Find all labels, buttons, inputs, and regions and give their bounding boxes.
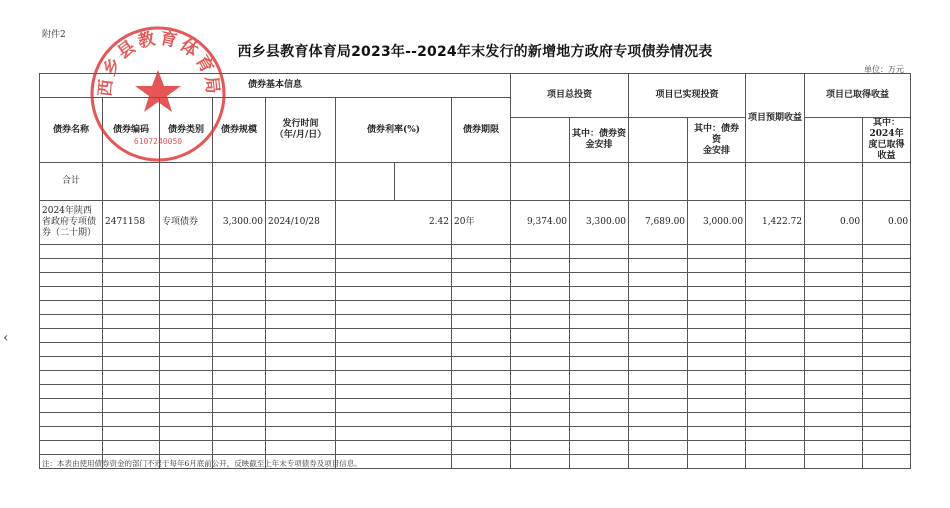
blank-cell (213, 441, 266, 455)
header-issue-time (266, 98, 336, 163)
total-label: 合计 (40, 163, 103, 201)
blank-cell (103, 413, 160, 427)
blank-cell (160, 259, 213, 273)
blank-cell (570, 385, 629, 399)
blank-cell (863, 301, 911, 315)
blank-cell (805, 245, 863, 259)
blank-cell (40, 357, 103, 371)
blank-cell (805, 357, 863, 371)
blank-cell (805, 315, 863, 329)
blank-cell (160, 245, 213, 259)
blank-row (40, 441, 911, 455)
blank-cell (336, 371, 452, 385)
blank-cell (688, 315, 746, 329)
header-realized-investment: 项目已实现投资 (629, 74, 746, 118)
blank-cell (266, 245, 336, 259)
blank-cell (40, 315, 103, 329)
blank-cell (629, 259, 688, 273)
blank-cell (688, 343, 746, 357)
blank-cell (160, 441, 213, 455)
bond-type-cell: 专项债券 (160, 201, 213, 245)
blank-cell (629, 273, 688, 287)
blank-cell (629, 301, 688, 315)
footnote: 注：本表由使用债券资金的部门不迟于每年6月底前公开，反映截至上年末专项债券及项目信息。 (42, 459, 362, 468)
blank-cell (746, 427, 805, 441)
attachment-label: 附件2 (42, 30, 66, 40)
blank-cell (336, 301, 452, 315)
blank-cell (570, 399, 629, 413)
bond-scale-cell: 3,300.00 (213, 201, 266, 245)
blank-cell (452, 245, 511, 259)
realized-investment-cell: 7,689.00 (629, 201, 688, 245)
blank-cell (213, 329, 266, 343)
blank-cell (688, 357, 746, 371)
blank-cell (452, 329, 511, 343)
blank-cell (336, 287, 452, 301)
blank-cell (160, 413, 213, 427)
blank-cell (511, 315, 570, 329)
blank-cell (160, 329, 213, 343)
blank-cell (570, 329, 629, 343)
seal-code: 6107240050 (133, 137, 183, 146)
blank-cell (746, 357, 805, 371)
header-realized-investment-bond (688, 118, 746, 163)
blank-cell (805, 273, 863, 287)
bond-name-cell: 2024年陕西省政府专项债券（二十期） (40, 201, 103, 245)
header-issue-time-line1: 发行时间 (282, 119, 319, 129)
blank-cell (746, 371, 805, 385)
blank-cell (336, 399, 452, 413)
realized-investment-bond-cell: 3,000.00 (688, 201, 746, 245)
blank-cell (570, 287, 629, 301)
blank-cell (336, 329, 452, 343)
blank-cell (452, 427, 511, 441)
blank-cell (629, 343, 688, 357)
blank-cell (213, 371, 266, 385)
blank-cell (511, 357, 570, 371)
blank-cell (452, 385, 511, 399)
obtained-income-2024-cell: 0.00 (863, 201, 911, 245)
blank-cell (511, 385, 570, 399)
blank-cell (746, 315, 805, 329)
blank-cell (40, 343, 103, 357)
blank-cell (213, 427, 266, 441)
expected-income-cell: 1,422.72 (746, 201, 805, 245)
blank-cell (266, 399, 336, 413)
blank-cell (213, 343, 266, 357)
blank-cell (570, 441, 629, 455)
blank-cell (511, 329, 570, 343)
blank-cell (336, 315, 452, 329)
blank-cell (103, 315, 160, 329)
blank-cell (863, 413, 911, 427)
blank-cell (452, 301, 511, 315)
blank-cell (863, 329, 911, 343)
header-total-investment-bond (570, 118, 629, 163)
blank-cell (629, 413, 688, 427)
blank-cell (511, 301, 570, 315)
blank-cell (160, 399, 213, 413)
blank-cell (863, 427, 911, 441)
header-obtained-income-blank (805, 118, 863, 163)
blank-cell (805, 385, 863, 399)
blank-cell (103, 343, 160, 357)
blank-cell (336, 385, 452, 399)
blank-cell (213, 259, 266, 273)
bond-table (39, 73, 911, 469)
header-total-investment-bond-line1: 其中：债券资 (572, 129, 627, 139)
header-bond-rate: 债券利率(%) (336, 98, 452, 163)
blank-cell (40, 385, 103, 399)
blank-cell (688, 273, 746, 287)
blank-cell (103, 301, 160, 315)
blank-row (40, 371, 911, 385)
header-realized-investment-bond-line1: 其中：债券资 (694, 123, 740, 145)
blank-cell (336, 441, 452, 455)
blank-cell (629, 315, 688, 329)
blank-cell (629, 427, 688, 441)
blank-cell (863, 343, 911, 357)
blank-cell (688, 245, 746, 259)
blank-cell (103, 385, 160, 399)
blank-row (40, 301, 911, 315)
blank-cell (266, 427, 336, 441)
blank-cell (40, 399, 103, 413)
header-realized-investment-blank (629, 118, 688, 163)
blank-cell (511, 343, 570, 357)
header-total-investment-bond-line2: 金安排 (585, 140, 613, 150)
blank-cell (688, 441, 746, 455)
blank-cell (452, 371, 511, 385)
blank-cell (160, 343, 213, 357)
blank-row (40, 259, 911, 273)
blank-cell (160, 385, 213, 399)
blank-row (40, 287, 911, 301)
blank-cell (688, 259, 746, 273)
blank-cell (805, 413, 863, 427)
blank-row (40, 273, 911, 287)
header-bond-code: 债券编码 (103, 98, 160, 163)
seal-text-path: 西乡县教育体育局 (95, 28, 223, 98)
blank-cell (266, 329, 336, 343)
bond-rate-cell: 2.42 (336, 201, 452, 245)
blank-cell (570, 357, 629, 371)
blank-cell (213, 413, 266, 427)
blank-cell (805, 371, 863, 385)
blank-cell (40, 301, 103, 315)
blank-cell (266, 259, 336, 273)
blank-cell (746, 259, 805, 273)
blank-cell (746, 273, 805, 287)
blank-cell (213, 399, 266, 413)
blank-cell (863, 371, 911, 385)
blank-cell (213, 301, 266, 315)
blank-cell (452, 399, 511, 413)
blank-cell (452, 413, 511, 427)
blank-cell (863, 357, 911, 371)
blank-cell (805, 329, 863, 343)
blank-cell (746, 287, 805, 301)
blank-cell (511, 441, 570, 455)
blank-cell (511, 413, 570, 427)
blank-cell (452, 287, 511, 301)
blank-cell (863, 287, 911, 301)
obtained-income-cell: 0.00 (805, 201, 863, 245)
blank-cell (688, 413, 746, 427)
blank-cell (570, 371, 629, 385)
blank-cell (570, 315, 629, 329)
unit-label: 单位：万元 (864, 65, 904, 74)
blank-cell (629, 385, 688, 399)
blank-cell (863, 385, 911, 399)
blank-cell (746, 413, 805, 427)
blank-cell (103, 427, 160, 441)
blank-cell (40, 413, 103, 427)
blank-cell (805, 441, 863, 455)
blank-cell (452, 273, 511, 287)
blank-row (40, 427, 911, 441)
blank-cell (336, 343, 452, 357)
blank-cell (805, 455, 863, 469)
blank-cell (688, 427, 746, 441)
blank-cell (688, 301, 746, 315)
blank-cell (746, 343, 805, 357)
blank-cell (570, 343, 629, 357)
blank-cell (160, 315, 213, 329)
blank-cell (746, 245, 805, 259)
header-bond-term: 债券期限 (452, 98, 511, 163)
blank-cell (40, 259, 103, 273)
blank-cell (336, 357, 452, 371)
blank-cell (213, 315, 266, 329)
blank-cell (160, 371, 213, 385)
blank-cell (452, 455, 511, 469)
blank-cell (40, 329, 103, 343)
blank-cell (570, 259, 629, 273)
header-obtained-income-2024 (863, 118, 911, 163)
blank-cell (688, 371, 746, 385)
blank-cell (570, 245, 629, 259)
blank-cell (40, 441, 103, 455)
blank-rows (40, 245, 911, 469)
blank-cell (746, 329, 805, 343)
header-bond-scale: 债券规模 (213, 98, 266, 163)
blank-cell (103, 245, 160, 259)
blank-cell (805, 259, 863, 273)
header-obtained-income-2024-line2: 度已取得收益 (868, 140, 905, 161)
blank-cell (336, 245, 452, 259)
blank-cell (629, 371, 688, 385)
blank-cell (266, 385, 336, 399)
blank-row (40, 413, 911, 427)
blank-cell (266, 315, 336, 329)
blank-cell (746, 399, 805, 413)
blank-cell (629, 441, 688, 455)
blank-cell (746, 301, 805, 315)
blank-cell (863, 259, 911, 273)
blank-cell (452, 343, 511, 357)
blank-row (40, 399, 911, 413)
blank-cell (40, 245, 103, 259)
blank-cell (103, 273, 160, 287)
bond-row (40, 201, 911, 245)
blank-cell (570, 301, 629, 315)
blank-cell (511, 287, 570, 301)
blank-row (40, 385, 911, 399)
blank-cell (103, 399, 160, 413)
blank-cell (629, 245, 688, 259)
blank-cell (863, 315, 911, 329)
blank-cell (511, 273, 570, 287)
header-total-investment-blank (511, 118, 570, 163)
blank-cell (266, 287, 336, 301)
blank-cell (336, 413, 452, 427)
blank-cell (40, 287, 103, 301)
blank-cell (266, 371, 336, 385)
blank-cell (629, 455, 688, 469)
blank-cell (213, 287, 266, 301)
header-row-1 (40, 74, 911, 98)
blank-row (40, 357, 911, 371)
blank-cell (213, 273, 266, 287)
blank-cell (103, 371, 160, 385)
blank-row (40, 329, 911, 343)
blank-cell (511, 399, 570, 413)
bond-code-cell: 2471158 (103, 201, 160, 245)
blank-cell (629, 287, 688, 301)
blank-cell (688, 455, 746, 469)
blank-cell (160, 301, 213, 315)
header-realized-investment-bond-line2: 金安排 (703, 145, 731, 156)
blank-cell (452, 259, 511, 273)
blank-cell (511, 259, 570, 273)
blank-cell (213, 245, 266, 259)
blank-cell (452, 357, 511, 371)
header-bond-type: 债券类别 (160, 98, 213, 163)
blank-cell (570, 427, 629, 441)
blank-cell (863, 245, 911, 259)
blank-cell (266, 441, 336, 455)
blank-cell (746, 455, 805, 469)
blank-cell (688, 329, 746, 343)
total-investment-bond-cell: 3,300.00 (570, 201, 629, 245)
blank-cell (213, 357, 266, 371)
blank-cell (336, 273, 452, 287)
blank-cell (688, 287, 746, 301)
blank-cell (213, 385, 266, 399)
blank-cell (746, 441, 805, 455)
blank-cell (103, 441, 160, 455)
blank-cell (160, 357, 213, 371)
blank-cell (629, 357, 688, 371)
blank-cell (40, 371, 103, 385)
blank-cell (511, 245, 570, 259)
blank-cell (805, 427, 863, 441)
blank-cell (103, 287, 160, 301)
bond-term-cell: 20年 (452, 201, 511, 245)
blank-row (40, 343, 911, 357)
blank-cell (511, 427, 570, 441)
blank-cell (570, 413, 629, 427)
blank-cell (805, 343, 863, 357)
blank-cell (160, 287, 213, 301)
blank-cell (629, 399, 688, 413)
total-investment-cell: 9,374.00 (511, 201, 570, 245)
blank-row (40, 245, 911, 259)
blank-cell (452, 315, 511, 329)
blank-cell (863, 455, 911, 469)
blank-cell (40, 427, 103, 441)
blank-cell (266, 301, 336, 315)
blank-cell (511, 371, 570, 385)
blank-row (40, 315, 911, 329)
blank-cell (863, 441, 911, 455)
blank-cell (266, 357, 336, 371)
blank-cell (336, 259, 452, 273)
issue-date-cell: 2024/10/28 (266, 201, 336, 245)
blank-cell (805, 301, 863, 315)
blank-cell (511, 455, 570, 469)
blank-cell (266, 343, 336, 357)
blank-cell (688, 385, 746, 399)
blank-cell (160, 427, 213, 441)
blank-cell (805, 287, 863, 301)
blank-cell (570, 455, 629, 469)
blank-cell (570, 273, 629, 287)
blank-cell (629, 329, 688, 343)
blank-cell (336, 427, 452, 441)
blank-cell (452, 441, 511, 455)
blank-cell (40, 273, 103, 287)
header-issue-time-line2: （年/月/日） (274, 130, 327, 140)
blank-cell (805, 399, 863, 413)
header-total-investment: 项目总投资 (511, 74, 629, 118)
blank-cell (266, 413, 336, 427)
header-bond-basic-info: 债券基本信息 (40, 74, 511, 98)
blank-cell (266, 273, 336, 287)
blank-cell (103, 329, 160, 343)
header-obtained-income-2024-line1: 其中：2024年 (869, 118, 904, 139)
header-bond-name: 债券名称 (40, 98, 103, 163)
blank-cell (103, 357, 160, 371)
blank-cell (746, 385, 805, 399)
blank-cell (688, 399, 746, 413)
header-expected-income: 项目预期收益 (746, 74, 805, 163)
blank-cell (863, 399, 911, 413)
total-row (40, 163, 911, 201)
blank-cell (160, 273, 213, 287)
page-title: 西乡县教育体育局2023年--2024年末发行的新增地方政府专项债券情况表 (237, 44, 713, 60)
scan-mark-icon: ‹ (3, 330, 9, 346)
blank-cell (863, 273, 911, 287)
blank-cell (103, 259, 160, 273)
header-obtained-income: 项目已取得收益 (805, 74, 911, 118)
